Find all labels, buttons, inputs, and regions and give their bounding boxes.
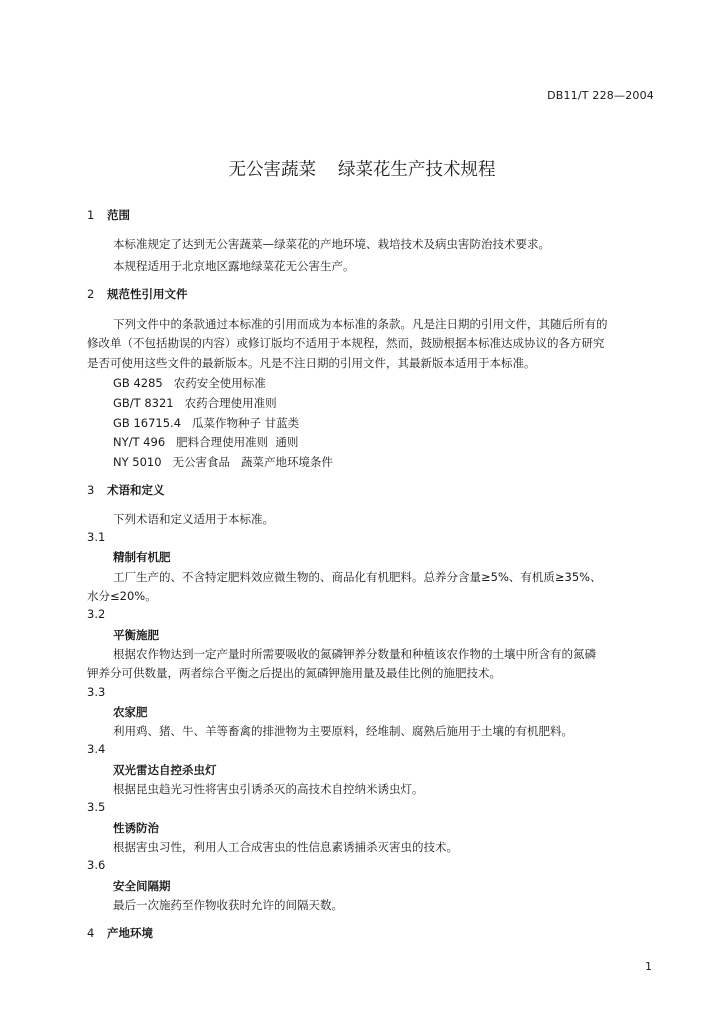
paragraph: 本规程适用于北京地区露地绿菜花无公害生产。 bbox=[113, 259, 355, 273]
section-number: 2 bbox=[87, 287, 95, 301]
section-4-heading bbox=[87, 925, 153, 941]
section-number: 4 bbox=[87, 926, 95, 940]
paragraph: 下列术语和定义适用于本标准。 bbox=[113, 512, 274, 526]
paragraph-line: 修改单（不包括勘误的内容）或修订版均不适用于本规程，然而，鼓励根据本标准达成协议的各方研究 bbox=[87, 336, 605, 350]
paragraph: 本标准规定了达到无公害蔬菜—绿菜花的产地环境、栽培技术及病虫害防治技术要求。 bbox=[113, 237, 550, 251]
term-title: 农家肥 bbox=[113, 705, 148, 719]
section-title: 产地环境 bbox=[107, 926, 153, 940]
section-title: 规范性引用文件 bbox=[107, 287, 188, 301]
clause-number: 3.4 bbox=[87, 742, 106, 756]
term-definition-line: 钾养分可供数量，两者综合平衡之后提出的氮磷钾施用量及最佳比例的施肥技术。 bbox=[87, 666, 501, 680]
term-definition: 最后一次施药至作物收获时允许的间隔天数。 bbox=[113, 898, 343, 912]
clause-number: 3.1 bbox=[87, 530, 106, 544]
reference-item: NY/T 496 肥料合理使用准则 通则 bbox=[113, 435, 299, 449]
term-definition: 根据害虫习性，利用人工合成害虫的性信息素诱捕杀灭害虫的技术。 bbox=[113, 840, 458, 854]
term-definition: 利用鸡、猪、牛、羊等畜禽的排泄物为主要原料，经堆制、腐熟后施用于土壤的有机肥料。 bbox=[113, 724, 573, 738]
section-3-heading bbox=[87, 482, 165, 498]
document-title bbox=[0, 156, 724, 181]
reference-item: NY 5010 无公害食品 蔬菜产地环境条件 bbox=[113, 455, 333, 469]
section-title: 术语和定义 bbox=[107, 483, 165, 497]
reference-item: GB 4285 农药安全使用标准 bbox=[113, 376, 266, 390]
term-title: 精制有机肥 bbox=[113, 550, 171, 564]
clause-number: 3.5 bbox=[87, 800, 106, 814]
clause-number: 3.3 bbox=[87, 685, 106, 699]
page-number: 1 bbox=[645, 960, 652, 973]
section-number: 3 bbox=[87, 483, 95, 497]
clause-number: 3.2 bbox=[87, 607, 106, 621]
term-definition: 根据昆虫趋光习性将害虫引诱杀灭的高技术自控纳米诱虫灯。 bbox=[113, 782, 424, 796]
term-title: 双光雷达自控杀虫灯 bbox=[113, 763, 217, 777]
term-title: 性诱防治 bbox=[113, 821, 159, 835]
reference-item: GB/T 8321 农药合理使用准则 bbox=[113, 396, 277, 410]
paragraph-line: 下列文件中的条款通过本标准的引用而成为本标准的条款。凡是注日期的引用文件，其随后所有的 bbox=[113, 317, 608, 331]
section-title: 范围 bbox=[107, 208, 130, 222]
section-2-heading bbox=[87, 286, 188, 302]
title-part-2: 绿菜花生产技术规程 bbox=[338, 160, 496, 180]
section-1-heading bbox=[87, 207, 130, 223]
paragraph-line: 是否可使用这些文件的最新版本。凡是不注日期的引用文件，其最新版本适用于本标准。 bbox=[87, 356, 536, 370]
title-part-1: 无公害蔬菜 bbox=[228, 160, 316, 180]
reference-item: GB 16715.4 瓜菜作物种子 甘蓝类 bbox=[113, 416, 300, 430]
term-definition-line: 水分≤20%。 bbox=[87, 589, 157, 603]
standard-code: DB11/T 228—2004 bbox=[547, 89, 654, 102]
term-definition-line: 工厂生产的、不含特定肥料效应微生物的、商品化有机肥料。总养分含量≥5%、有机质≥35%、 bbox=[113, 570, 602, 584]
clause-number: 3.6 bbox=[87, 858, 106, 872]
section-number: 1 bbox=[87, 208, 95, 222]
term-definition-line: 根据农作物达到一定产量时所需要吸收的氮磷钾养分数量和种植该农作物的土壤中所含有的氮磷 bbox=[113, 647, 596, 661]
term-title: 安全间隔期 bbox=[113, 879, 171, 893]
term-title: 平衡施肥 bbox=[113, 628, 159, 642]
